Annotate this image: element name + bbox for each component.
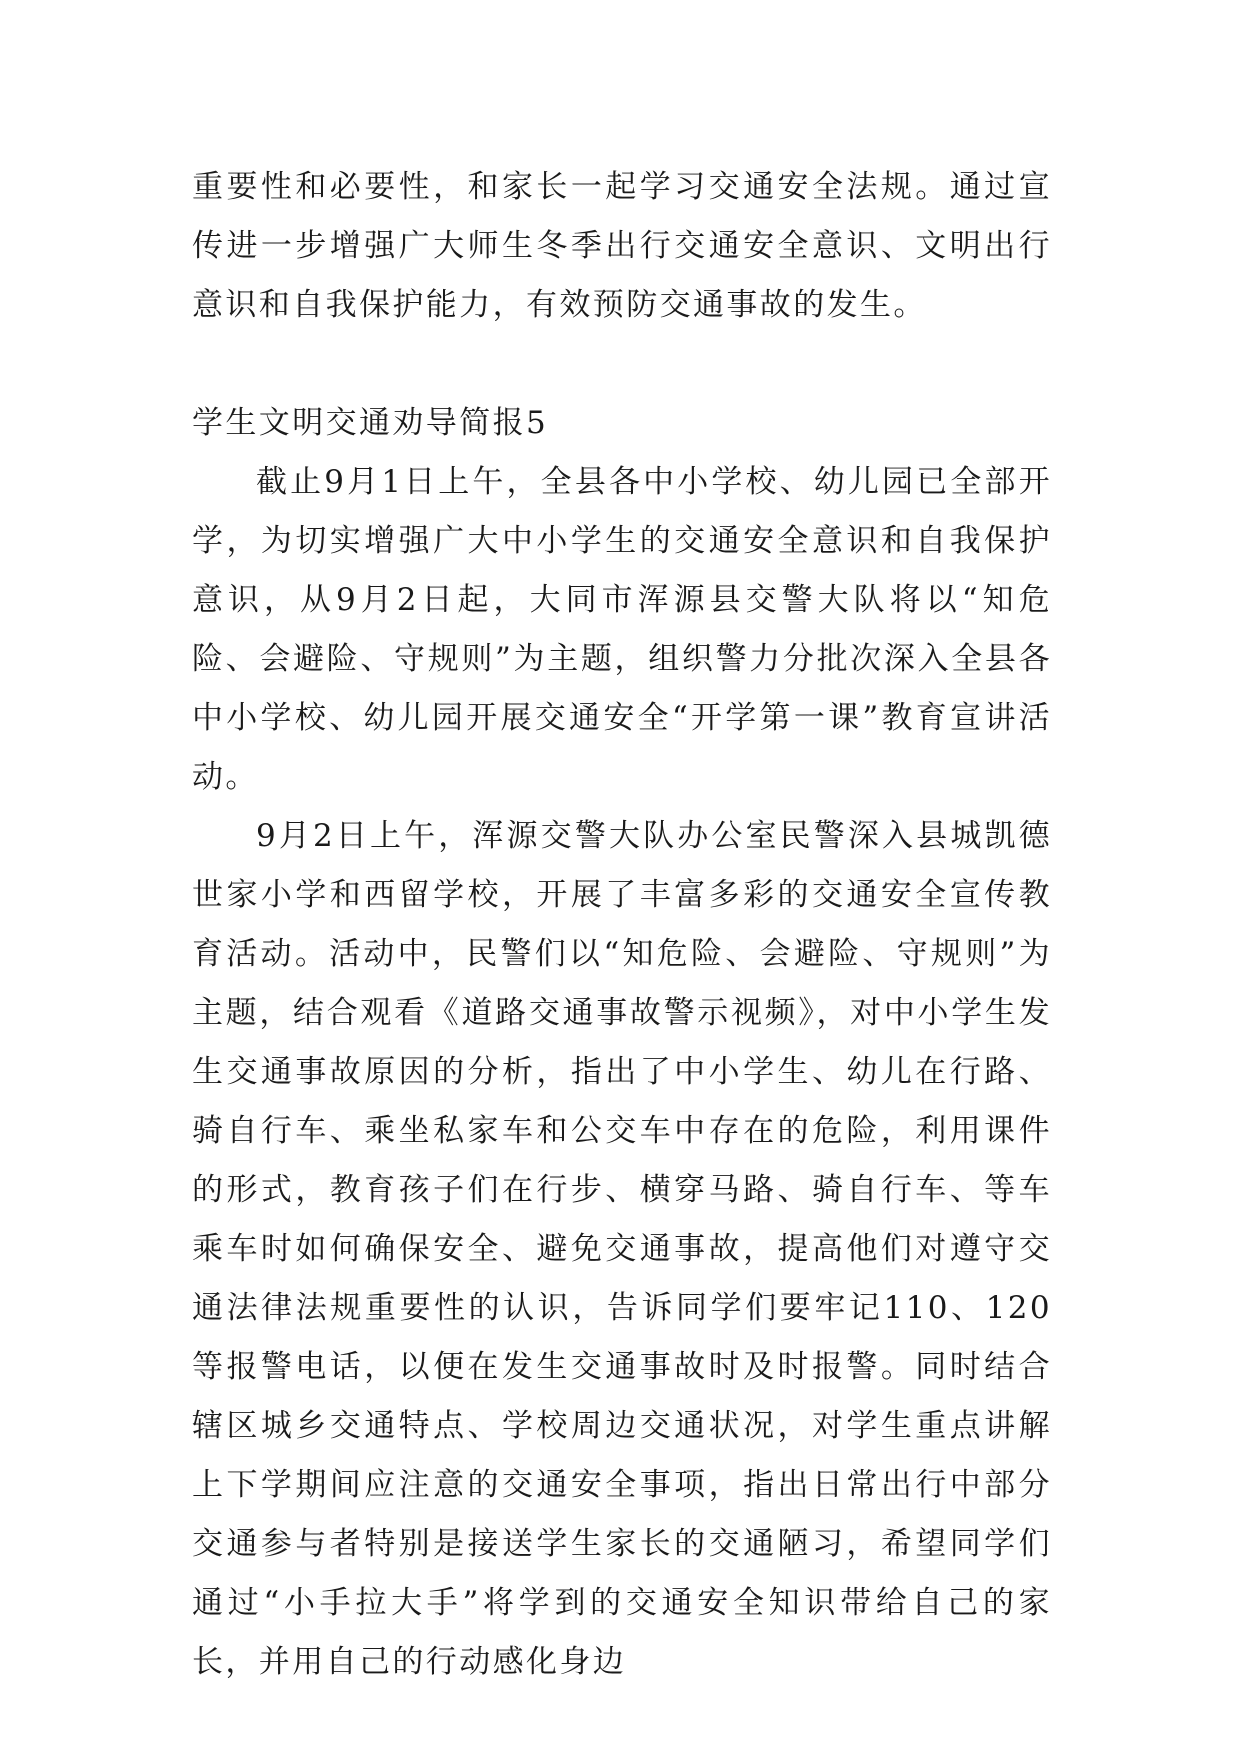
paragraph-spacer xyxy=(192,335,1052,394)
section-title: 学生文明交通劝导简报5 xyxy=(192,405,549,441)
body-paragraph-2: 9月2日上午，浑源交警大队办公室民警深入县城凯德世家小学和西留学校，开展了丰富多彩的交通安全宣传教育活动。活动中，民警们以“知危险、会避险、守规则”为主题，结合观看《道路交通事故警示视频》，对中小学生发生交通事故原因的分析，指出了中小学生、幼儿在行路、骑自行车、乘坐私家车和公交车中存在的危险，利用课件的形式，教育孩子们在行步、横穿马路、骑自行车、等车乘车时如何确保安全、避免交通事故，提高他们对遵守交通法律法规重要性的认识，告诉同学们要牢记110、120等报警电话，以便在发生交通事故时及时报警。同时结合辖区城乡交通特点、学校周边交通状况，对学生重点讲解上下学期间应注意的交通安全事项，指出日常出行中部分交通参与者特别是接送学生家长的交通陋习，希望同学们通过“小手拉大手”将学到的交通安全知识带给自己的家长，并用自己的行动感化身边 xyxy=(192,818,1052,1680)
document-body xyxy=(192,158,1052,1692)
continued-paragraph: 重要性和必要性，和家长一起学习交通安全法规。通过宣传进一步增强广大师生冬季出行交通安全意识、文明出行意识和自我保护能力，有效预防交通事故的发生。 xyxy=(192,169,1052,323)
body-paragraph-1: 截止9月1日上午，全县各中小学校、幼儿园已全部开学，为切实增强广大中小学生的交通安全意识和自我保护意识，从9月2日起，大同市浑源县交警大队将以“知危险、会避险、守规则”为主题，组织警力分批次深入全县各中小学校、幼儿园开展交通安全“开学第一课”教育宣讲活动。 xyxy=(192,464,1052,795)
